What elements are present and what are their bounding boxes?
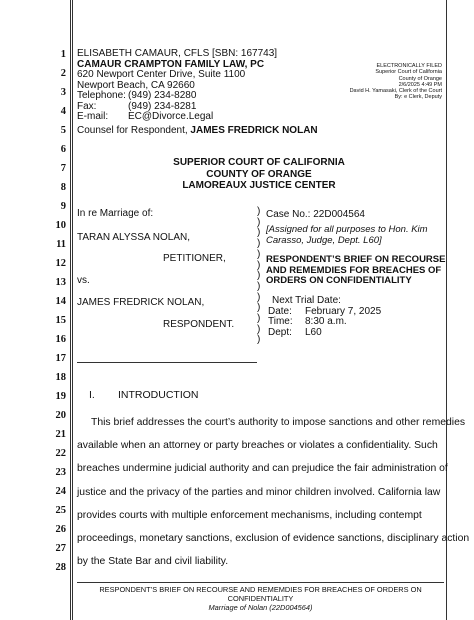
line-number: 6 xyxy=(60,144,66,155)
next-trial-label: Next Trial Date: xyxy=(272,295,341,306)
counsel-prefix: Counsel for Respondent, xyxy=(77,125,191,136)
caption-paren: ) xyxy=(257,334,261,346)
email-row xyxy=(77,112,277,123)
line-number: 20 xyxy=(55,410,66,421)
fax-value: (949) 234-8281 xyxy=(128,100,197,112)
line-number: 15 xyxy=(55,315,66,326)
case-number: Case No.: 22D004564 xyxy=(266,209,365,220)
trial-dept-label: Dept: xyxy=(268,326,292,338)
firm-address-line1: 620 Newport Center Drive, Suite 1100 xyxy=(77,69,246,80)
line-number: 19 xyxy=(55,391,66,402)
line-number: 17 xyxy=(55,353,66,364)
line-number: 7 xyxy=(60,163,66,174)
line-number: 1 xyxy=(60,49,66,60)
section-title: INTRODUCTION xyxy=(118,389,199,401)
line-number: 23 xyxy=(55,467,66,478)
body-line: This brief addresses the court’s authority to impose sanctions and other remedies xyxy=(91,417,466,428)
efiling-clerk: David H. Yamasaki, Clerk of the Court xyxy=(349,88,442,95)
left-margin-rule-inner xyxy=(72,0,73,620)
fax-label: Fax: xyxy=(77,100,97,112)
line-number: 28 xyxy=(55,562,66,573)
footer-title: RESPONDENT’S BRIEF ON RECOURSE AND REMEMDIES FOR BREACHES OF ORDERS ON CONFIDENTIALITY xyxy=(99,585,422,603)
versus: vs. xyxy=(77,275,90,286)
assigned-judge: [Assigned for all purposes to Hon. Kim Carasso, Judge, Dept. L60] xyxy=(266,224,428,246)
email-value: EC@Divorce.Legal xyxy=(128,111,214,122)
section-heading xyxy=(89,389,199,401)
caption-paren: ) xyxy=(257,313,261,325)
telephone-label: Telephone: xyxy=(77,90,126,101)
in-re-marriage: In re Marriage of: xyxy=(77,208,154,219)
caption-paren: ) xyxy=(257,227,261,239)
caption-paren: ) xyxy=(257,248,261,260)
section-number: I. xyxy=(89,389,95,401)
line-number: 26 xyxy=(55,524,66,535)
trial-info xyxy=(268,295,382,338)
court-heading xyxy=(72,157,446,192)
efiling-title: ELECTRONICALLY FILED xyxy=(376,63,442,69)
line-number: 16 xyxy=(55,334,66,345)
caption-parentheses xyxy=(257,207,260,346)
line-number: 21 xyxy=(55,429,66,440)
line-number: 11 xyxy=(56,239,66,250)
respondent-label: RESPONDENT. xyxy=(163,319,235,330)
petitioner-name: TARAN ALYSSA NOLAN, xyxy=(77,232,191,243)
body-line: provides courts with multiple enforcement mechanisms, including contempt xyxy=(77,509,422,521)
left-margin-rule xyxy=(70,0,71,620)
body-line: proceedings, monetary sanctions, exclusion of evidence sanctions, disciplinary action xyxy=(77,533,470,545)
line-number: 9 xyxy=(60,201,66,212)
attorney-name: ELISABETH CAMAUR, CFLS [SBN: 167743] xyxy=(77,48,278,59)
counsel-line xyxy=(77,125,318,136)
footer-rule xyxy=(77,582,444,583)
introduction-paragraph xyxy=(77,411,470,573)
line-number: 5 xyxy=(60,125,66,136)
caption-paren: ) xyxy=(257,259,261,271)
trial-date-value: February 7, 2025 xyxy=(305,305,382,317)
caption-paren: ) xyxy=(257,323,261,335)
line-number: 10 xyxy=(55,220,66,231)
line-number: 8 xyxy=(60,182,66,193)
line-number: 4 xyxy=(60,106,66,117)
caption-paren: ) xyxy=(257,238,261,250)
document-title: RESPONDENT’S BRIEF ON RECOURSE AND REMEMDIES FOR BREACHES OF ORDERS ON CONFIDENTIALITY xyxy=(266,254,446,286)
court-line3: LAMOREAUX JUSTICE CENTER xyxy=(182,180,336,191)
body-line: by the State Bar and civil liability. xyxy=(77,556,229,568)
line-number: 12 xyxy=(55,258,66,269)
line-number: 27 xyxy=(55,543,66,554)
respondent-name: JAMES FREDRICK NOLAN, xyxy=(77,297,205,308)
trial-time-label: Time: xyxy=(268,316,293,327)
line-number: 22 xyxy=(55,448,66,459)
counsel-name: JAMES FREDRICK NOLAN xyxy=(190,125,318,136)
body-line: breaches undermine judicial authority and can prejudice the fair administration of xyxy=(77,463,448,475)
petitioner-label: PETITIONER, xyxy=(163,253,226,264)
right-margin-rule xyxy=(446,0,447,620)
telephone-value: (949) 234-8280 xyxy=(128,90,197,101)
attorney-block xyxy=(77,49,277,123)
caption-paren: ) xyxy=(257,302,261,314)
trial-date-label: Date: xyxy=(268,305,292,317)
caption-paren: ) xyxy=(257,216,261,228)
telephone-row xyxy=(77,91,277,102)
trial-time-row xyxy=(268,317,381,328)
efiling-stamp xyxy=(350,63,442,101)
line-number: 18 xyxy=(55,372,66,383)
line-number: 2 xyxy=(60,68,66,79)
efiling-county: County of Orange xyxy=(398,75,442,82)
body-line: available when an attorney or party breaches or violates a confidentiality. Such xyxy=(77,440,438,452)
email-label: E-mail: xyxy=(77,111,109,122)
line-number: 13 xyxy=(55,277,66,288)
efiling-datetime: 2/6/2025 4:49 PM xyxy=(398,81,442,88)
line-number: 24 xyxy=(55,486,66,497)
line-numbers xyxy=(0,0,66,620)
court-line1: SUPERIOR COURT OF CALIFORNIA xyxy=(173,157,345,168)
trial-time-value: 8:30 a.m. xyxy=(305,316,347,327)
efiling-court: Superior Court of California xyxy=(375,69,442,76)
body-line: justice and the privacy of the parties and minor children involved. California law xyxy=(77,486,441,498)
line-number: 14 xyxy=(55,296,66,307)
page-footer xyxy=(77,585,444,612)
caption-paren: ) xyxy=(257,270,261,282)
line-number: 3 xyxy=(60,87,66,98)
trial-dept-value: L60 xyxy=(305,326,322,338)
law-firm-name: CAMAUR CRAMPTON FAMILY LAW, PC xyxy=(77,58,265,70)
efiling-deputy: By: e Clerk, Deputy xyxy=(394,94,442,101)
trial-dept-row xyxy=(268,328,381,339)
caption-paren: ) xyxy=(257,206,261,217)
caption-underline xyxy=(77,362,257,363)
firm-address-line2: Newport Beach, CA 92660 xyxy=(77,79,195,91)
line-number: 25 xyxy=(55,505,66,516)
caption-paren: ) xyxy=(257,291,261,303)
court-line2: COUNTY OF ORANGE xyxy=(206,168,312,180)
footer-case: Marriage of Nolan (22D004564) xyxy=(208,603,313,612)
caption-paren: ) xyxy=(257,280,261,292)
